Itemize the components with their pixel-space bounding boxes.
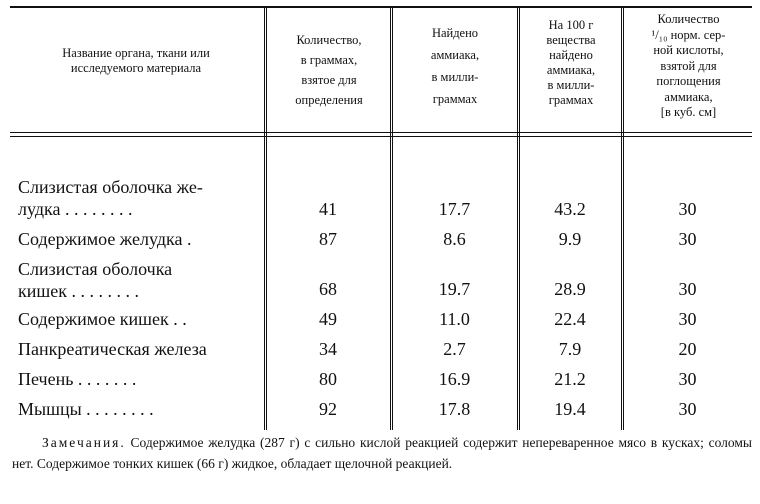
footnote <box>12 432 752 474</box>
top-rule <box>10 6 752 8</box>
data-table <box>10 6 752 430</box>
row-name-mucosa-intestine <box>18 258 266 302</box>
column-divider <box>390 6 391 430</box>
header-rule <box>10 132 752 133</box>
header-quantity: Количество, в граммах, взятое для определения <box>295 33 363 107</box>
cell-ammonia: 2.7 <box>443 339 466 359</box>
cell-per100: 9.9 <box>558 229 582 249</box>
cell-ammonia: 11.0 <box>439 309 470 329</box>
cell-ammonia: 17.8 <box>438 399 471 419</box>
column-divider <box>517 6 518 430</box>
cell-ammonia: 16.9 <box>438 369 471 389</box>
cell-ammonia: 17.7 <box>438 199 471 219</box>
cell-per100: 7.9 <box>558 339 582 359</box>
row-name-mucosa-stomach <box>18 176 266 220</box>
header-ammonia-found: Найдено аммиака, в милли- граммах <box>430 26 480 106</box>
cell-per100: 21.2 <box>554 369 586 389</box>
header-per-100g: На 100 г вещества найдено аммиака, в милли- граммах <box>546 18 596 107</box>
row-name-line: Мышцы . . . . . . . . <box>18 399 154 419</box>
cell-ammonia: 8.6 <box>443 229 466 249</box>
cell-quantity: 87 <box>319 229 337 249</box>
cell-quantity: 41 <box>319 199 337 219</box>
cell-acid: 30 <box>678 199 697 219</box>
row-name-line: Панкреатическая железа <box>18 339 207 359</box>
cell-per100: 28.9 <box>554 279 586 299</box>
cell-acid: 30 <box>678 309 697 329</box>
column-divider <box>621 6 622 430</box>
row-name-line: Слизистая оболочка же- <box>18 177 203 197</box>
row-name-stomach-content <box>18 228 266 250</box>
cell-quantity: 68 <box>319 279 337 299</box>
cell-acid: 20 <box>678 339 697 359</box>
row-name-line: Печень . . . . . . . <box>18 369 137 389</box>
header-name: Название органа, ткани или исследуемого материала <box>62 46 210 75</box>
row-name-pancreas <box>18 338 266 360</box>
cell-quantity: 92 <box>319 399 337 419</box>
cell-acid: 30 <box>678 279 697 299</box>
row-name-line: Слизистая оболочка <box>18 259 173 279</box>
footnote-lead: Замечания. <box>42 435 126 450</box>
row-name-line: Содержимое кишек . . <box>18 309 187 329</box>
cell-acid: 30 <box>678 229 697 249</box>
cell-quantity: 49 <box>319 309 337 329</box>
header-acid-volume: Количество ¹/₁₀ норм. сер- ной кислоты, взятой для поглощения аммиака, [в куб. см] <box>651 12 726 119</box>
row-name-intestine-content <box>18 308 266 330</box>
header-rule-second <box>10 136 752 137</box>
cell-ammonia: 19.7 <box>438 279 471 299</box>
row-name-line: Содержимое желудка . <box>18 229 192 249</box>
cell-per100: 43.2 <box>554 199 586 219</box>
cell-quantity: 34 <box>319 339 337 359</box>
footnote-text: Содержимое желудка (287 г) с сильно кислой реакцией содержит непереваренное мясо в кусках; соломы нет. Содержимое тонких кишек (66 г) жидкое, обладает щелочной реакцией. <box>12 435 752 471</box>
row-name-line: кишек . . . . . . . . <box>18 281 139 301</box>
cell-per100: 22.4 <box>554 309 586 329</box>
row-name-muscles <box>18 398 266 420</box>
cell-acid: 30 <box>678 369 697 389</box>
cell-acid: 30 <box>678 399 697 419</box>
row-name-liver <box>18 368 266 390</box>
cell-quantity: 80 <box>319 369 337 389</box>
row-name-line: лудка . . . . . . . . <box>18 199 133 219</box>
cell-per100: 19.4 <box>554 399 586 419</box>
